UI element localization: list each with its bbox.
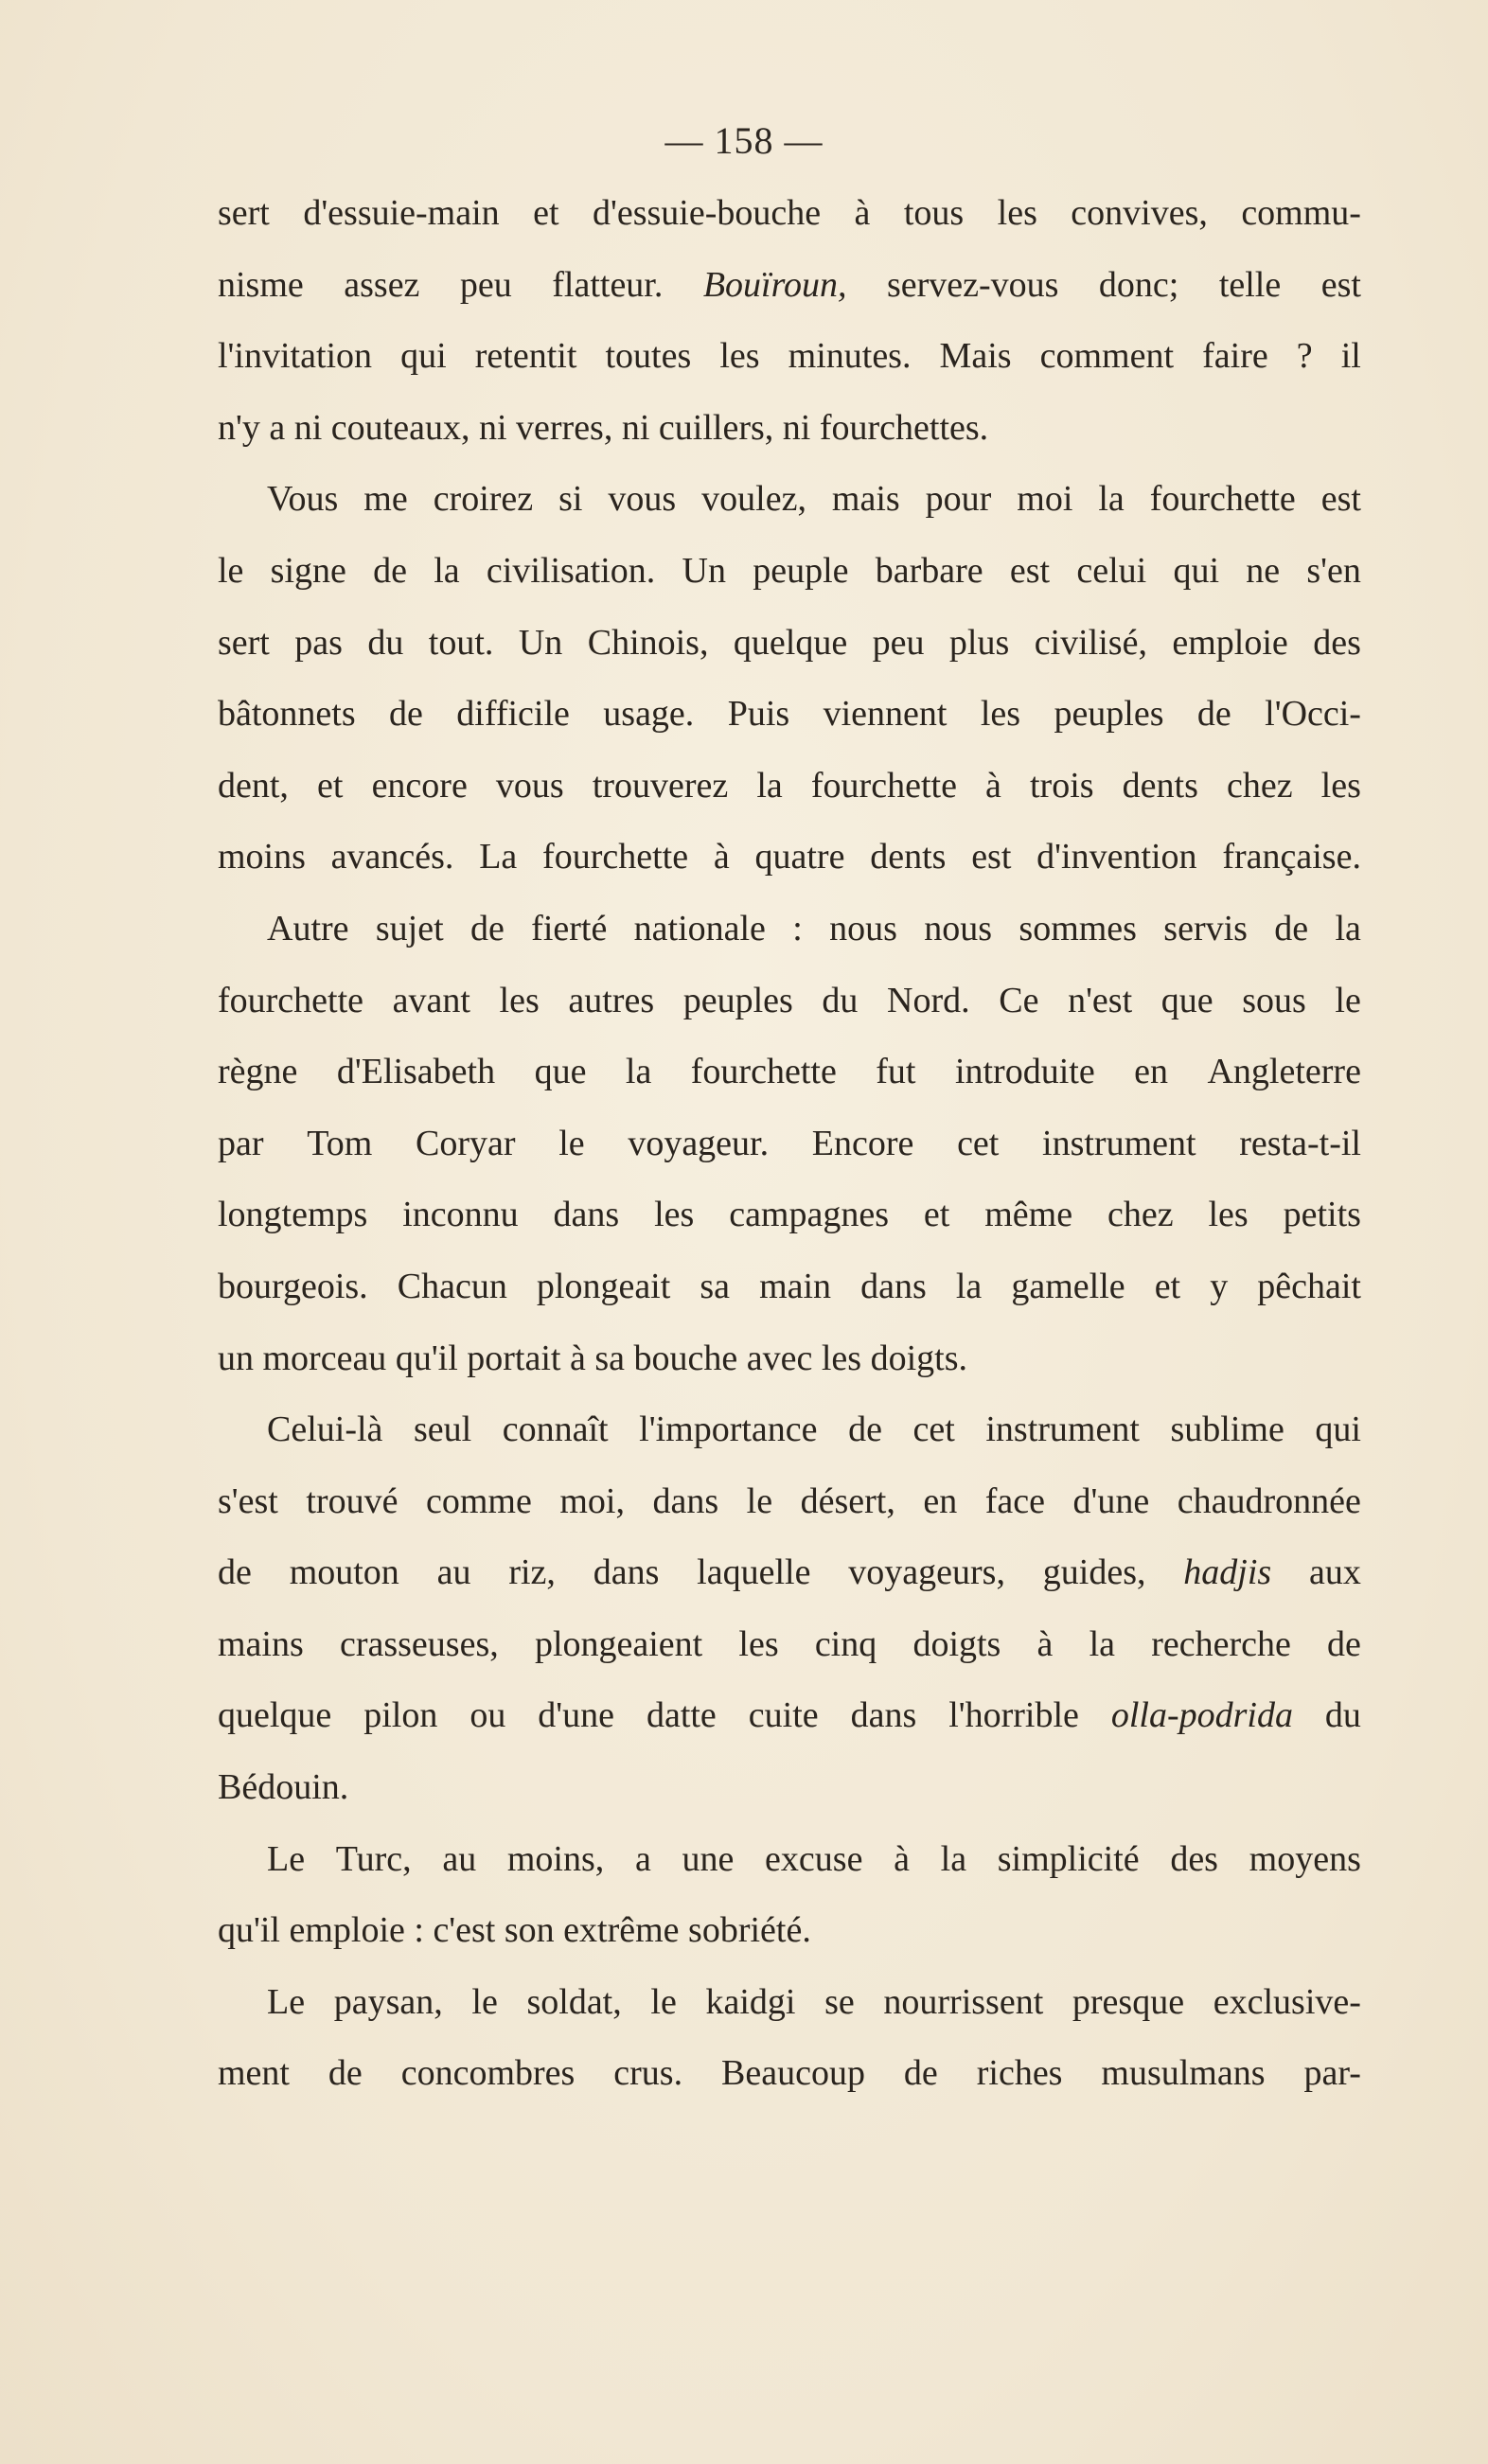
- text-line: nisme assez peu flatteur. Bouïroun, servez-vous donc; telle est: [218, 264, 1361, 305]
- text-line: par Tom Coryar le voyageur. Encore cet instrument resta-t-il: [218, 1123, 1361, 1163]
- text-line: dent, et encore vous trouverez la fourchette à trois dents chez les: [218, 765, 1361, 806]
- text-line: n'y a ni couteaux, ni verres, ni cuillers, ni fourchettes.: [218, 407, 989, 448]
- text-line: sert d'essuie-main et d'essuie-bouche à tous les convives, commu-: [218, 193, 1361, 233]
- text-line: fourchette avant les autres peuples du Nord. Ce n'est que sous le: [218, 980, 1361, 1020]
- text-line: bâtonnets de difficile usage. Puis viennent les peuples de l'Occi-: [218, 694, 1361, 735]
- text-line: un morceau qu'il portait à sa bouche avec les doigts.: [218, 1338, 967, 1378]
- text-line: quelque pilon ou d'une datte cuite dans l'horrible olla-podrida du: [218, 1695, 1361, 1736]
- text-line: règne d'Elisabeth que la fourchette fut introduite en Angleterre: [218, 1052, 1361, 1092]
- text-line: longtemps inconnu dans les campagnes et même chez les petits: [218, 1195, 1361, 1235]
- text-line: Le paysan, le soldat, le kaidgi se nourrissent presque exclusive-: [267, 1981, 1361, 2022]
- text-line: mains crasseuses, plongeaient les cinq doigts à la recherche de: [218, 1623, 1361, 1664]
- text-line: bourgeois. Chacun plongeait sa main dans la gamelle et y pêchait: [218, 1266, 1361, 1306]
- body-text: [218, 178, 1361, 2110]
- text-line: Autre sujet de fierté nationale : nous nous sommes servis de la: [267, 908, 1361, 948]
- text-line: ment de concombres crus. Beaucoup de riches musulmans par-: [218, 2053, 1361, 2094]
- text-line: de mouton au riz, dans laquelle voyageurs, guides, hadjis aux: [218, 1552, 1361, 1593]
- page-number: — 158 —: [664, 119, 824, 162]
- text-line: Celui-là seul connaît l'importance de cet instrument sublime qui: [267, 1409, 1361, 1450]
- text-line: le signe de la civilisation. Un peuple barbare est celui qui ne s'en: [218, 550, 1361, 591]
- text-line: qu'il emploie : c'est son extrême sobriété.: [218, 1910, 811, 1951]
- text-line: l'invitation qui retentit toutes les minutes. Mais comment faire ? il: [218, 336, 1361, 377]
- text-line: moins avancés. La fourchette à quatre dents est d'invention française.: [218, 837, 1361, 877]
- text-line: Bédouin.: [218, 1767, 349, 1808]
- text-line: Le Turc, au moins, a une excuse à la simplicité des moyens: [267, 1838, 1361, 1879]
- text-line: Vous me croirez si vous voulez, mais pour moi la fourchette est: [267, 479, 1361, 520]
- text-line: s'est trouvé comme moi, dans le désert, en face d'une chaudronnée: [218, 1480, 1361, 1521]
- text-line: sert pas du tout. Un Chinois, quelque peu plus civilisé, emploie des: [218, 622, 1361, 663]
